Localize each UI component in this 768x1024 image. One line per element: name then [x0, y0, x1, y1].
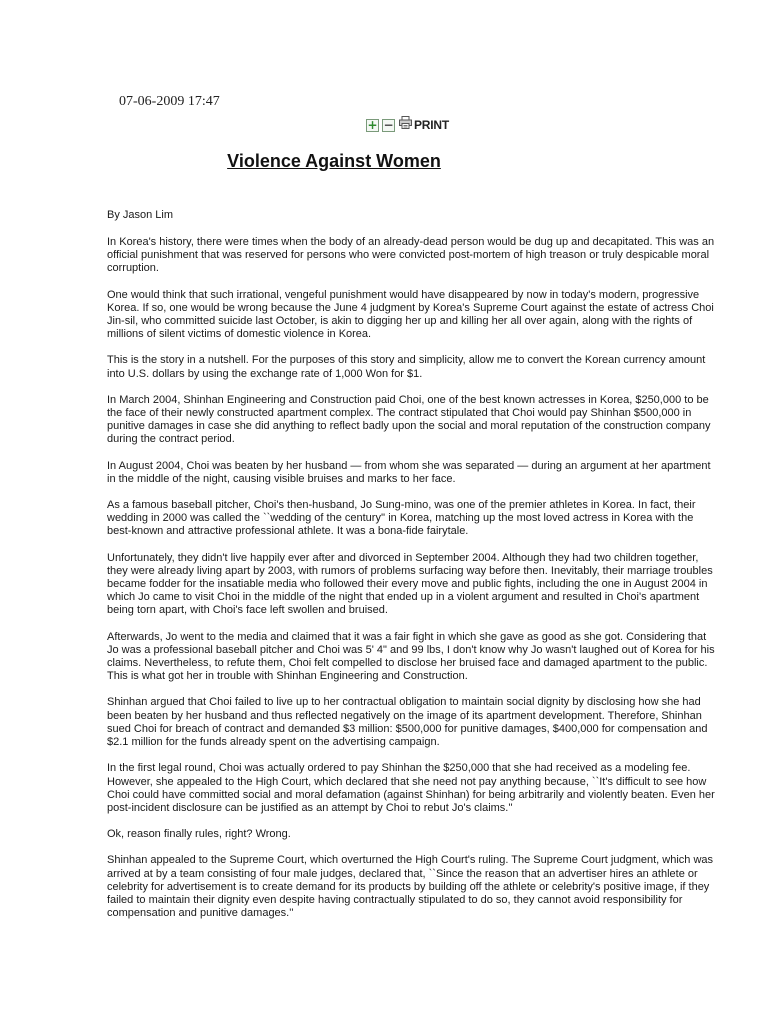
- article-paragraph: In Korea's history, there were times when the body of an already-dead person would be dug up and decapitated. This was an official punishment that was reserved for persons who were convicted post-mortem of high treason or truly despicable moral corruption.: [107, 236, 715, 275]
- article-paragraph: In the first legal round, Choi was actually ordered to pay Shinhan the $250,000 that she had received as a modeling fee. However, she appealed to the High Court, which declared that she need not pay anything because, ``It's difficult to see how Choi could have committed social and moral defamation (against Shinhan) for being arbitrarily and violently beaten. Even her post-incident disclosure can be justified as an attempt by Choi to rebut Jo's claims.'': [107, 762, 715, 814]
- printer-icon: [399, 116, 412, 134]
- text-tools: [366, 116, 449, 134]
- article-paragraph: Shinhan argued that Choi failed to live up to her contractual obligation to maintain social dignity by disclosing how she had been beaten by her husband and thus reflected negatively on the image of its apartment development. Therefore, Shinhan sued Choi for breach of contract and demanded $3 million: $500,000 for punitive damages, $400,000 for compensation and $2.1 million for the funds already spent on the advertising campaign.: [107, 696, 708, 749]
- print-button[interactable]: [399, 116, 449, 134]
- article-paragraph: This is the story in a nutshell. For the purposes of this story and simplicity, allow me to convert the Korean currency amount into U.S. dollars by using the exchange rate of 1,000 Won for $1.: [107, 354, 706, 380]
- article-paragraph: Afterwards, Jo went to the media and claimed that it was a fair fight in which she gave as good as she got. Considering that Jo was a professional baseball pitcher and Choi was 5' 4" and 99 lbs, I don't know why Jo wasn't laughed out of Korea for his claims. Nevertheless, to refute them, Choi felt compelled to disclose her bruised face and damaged apartment to the public. This is what got her in trouble with Shinhan Engineering and Construction.: [107, 630, 715, 683]
- article-timestamp: 07-06-2009 17:47: [119, 94, 220, 109]
- article-body: [107, 236, 715, 933]
- article-paragraph: One would think that such irrational, vengeful punishment would have disappeared by now in today's modern, progressive Korea. If so, one would be wrong because the June 4 judgment by Korea's Supreme Court against the estate of actress Choi Jin-sil, who committed suicide last October, is akin to digging her up and killing her all over again, along with the rights of millions of silent victims of domestic violence in Korea.: [107, 288, 714, 341]
- article-paragraph: Shinhan appealed to the Supreme Court, which overturned the High Court's ruling. The Supreme Court judgment, which was arrived at by a team consisting of four male judges, declared that, ``Since the reason that an advertiser hires an athlete or celebrity for advertisement is to create demand for its products by building off the athlete or celebrity's positive image, if they failed to maintain their dignity even despite having contractually stipulated to do so, they cannot avoid responsibility for compensation and punitive damages.'': [107, 854, 714, 920]
- article-paragraph: Ok, reason finally rules, right? Wrong.: [107, 828, 291, 841]
- article-title: Violence Against Women: [227, 151, 441, 171]
- article-paragraph: Unfortunately, they didn't live happily ever after and divorced in September 2004. Although they had two children together, they were already living apart by 2003, with rumors of problems surfacing way before then. Inevitably, their marriage troubles became fodder for the insatiable media who followed their every move and public fights, including the one in August 2004 in which Jo came to visit Choi in the middle of the night that ended up in a violent argument and resulted in Choi's apartment being torn apart, with Choi's face left swollen and bruised.: [107, 551, 713, 617]
- article-paragraph: In March 2004, Shinhan Engineering and Construction paid Choi, one of the best known actresses in Korea, $250,000 to be the face of their newly constructed apartment complex. The contract stipulated that Choi would pay Shinhan $500,000 in punitive damages in case she did anything to reflect badly upon the social and moral reputation of the construction company during the contract period.: [107, 393, 711, 446]
- print-label: PRINT: [414, 118, 450, 132]
- decrease-font-button[interactable]: −: [383, 117, 394, 132]
- article-byline: By Jason Lim: [107, 209, 174, 221]
- article-paragraph: As a famous baseball pitcher, Choi's then-husband, Jo Sung-mino, was one of the premier athletes in Korea. In fact, their wedding in 2000 was called the ``wedding of the century'' in Korea, matching up the most loved actress in Korea with the best-known and attractive professional athlete. It was a bona-fide fairytale.: [107, 499, 696, 538]
- increase-font-button[interactable]: +: [367, 117, 378, 132]
- article-paragraph: In August 2004, Choi was beaten by her husband — from whom she was separated — during an argument at her apartment in the middle of the night, causing visible bruises and marks to her face.: [107, 459, 711, 485]
